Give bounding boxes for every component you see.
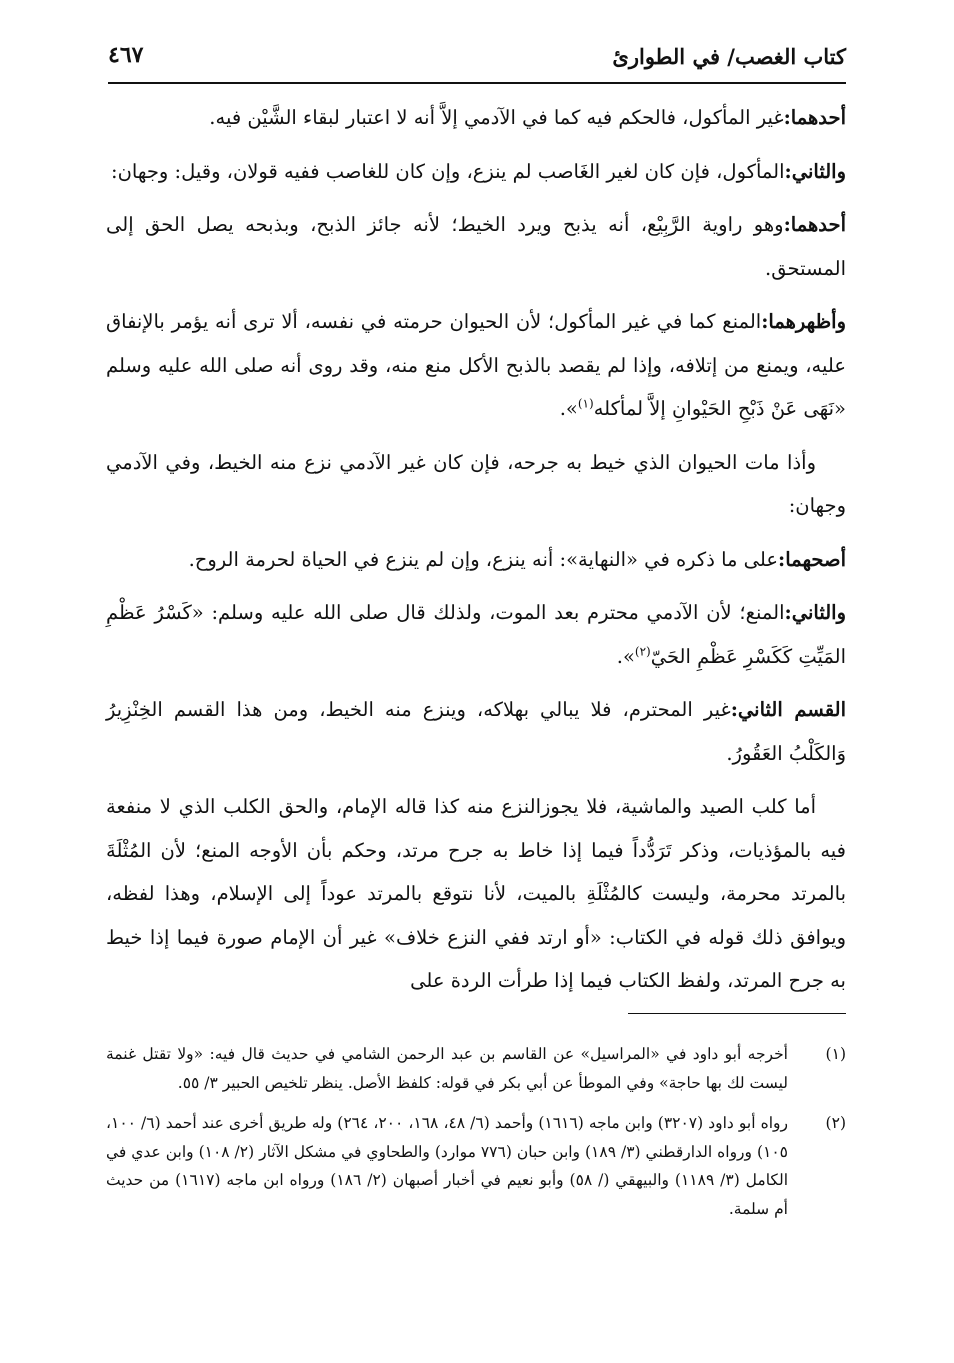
- footnote-ref: (٢): [634, 644, 651, 658]
- paragraph: [106, 96, 846, 140]
- paragraph-text: المنع؛ لأن الآدمي محترم بعد الموت، ولذلك قال صلى الله عليه وسلم: «كَسْرُ عَظْمِ المَيِّتِ كَكَسْرِ عَظْمِ الحَيّ: [106, 601, 846, 668]
- paragraph-lead: أحدهما:: [783, 106, 846, 129]
- paragraph-text: غير المأكول، فالحكم فيه كما في الآدمي إلاَّ أنه لا اعتبار لبقاء الشَّيْن فيه.: [209, 106, 784, 129]
- footnote-text: أخرجه أبو داود في «المراسيل» عن القاسم بن عبد الرحمن الشامي في حديث قال فيه: «ولا تقتل غنمة ليست لك بها حاجة» وفي الموطأ عن أبي بكر في قوله: كلفظ الأصل. ينظر تلخيص الحبير ٣/ ٥٥.: [106, 1045, 788, 1092]
- paragraph-lead: أحدهما:: [783, 213, 846, 236]
- main-text: [106, 96, 846, 1013]
- paragraph-lead: القسم الثاني:: [730, 698, 846, 721]
- running-title: كتاب الغصب/ في الطوارئ: [612, 44, 846, 69]
- paragraph: [106, 538, 846, 582]
- footnote-rule: [628, 1013, 846, 1014]
- footnote-text: رواه أبو داود (٣٢٠٧) وابن ماجه (١٦١٦) وأحمد (٦/ ٤٨، ١٦٨، ٢٠٠، ٢٦٤) وله طريق أخرى عند أحمد (٦/ ١٠٠، ١٠٥) ورواه الدارقطني (٣/ ١٨٩) وابن حبان (٧٧٦ موارد) والطحاوي في مشكل الآثار (٢/ ١٠٨) وابن عدي في الكامل (٣/ ١١٨٩) والبيهقي (/ ٥٨) وأبو نعيم في أخبار أصبهان (٢/ ١٨٦) ورواه ابن ماجه (١٦١٧) من حديث أم سلمة.: [106, 1114, 789, 1218]
- paragraph-lead: والثاني:: [784, 159, 846, 183]
- paragraph-tail: ».: [559, 397, 578, 420]
- page-number: ٤٦٧: [108, 42, 144, 68]
- paragraph-text: على ما ذكره في «النهاية»: أنه ينزع، وإن لم ينزع في الحياة لحرمة الروح.: [188, 547, 779, 571]
- footnote-number: (٢): [825, 1114, 846, 1132]
- paragraph-text: غير المحترم، فلا يبالي بهلاكه، وينزع منه الخيط، ومن هذا القسم الخِنْزِيرُ وَالكَلْبُ العَقُورُ.: [106, 698, 846, 765]
- paragraph: [106, 591, 846, 678]
- paragraph-tail: ».: [616, 644, 635, 668]
- paragraph: [106, 150, 846, 194]
- paragraph: [106, 300, 846, 431]
- paragraph-text: المأكول، فإن كان لغير الغَاصب لم ينزع، وإن كان للغاصب ففيه قولان، وقيل: وجهان:: [111, 159, 785, 183]
- paragraph-text: وهو راوية الرَّبِيْع، أنه يذبح ويرد الخيط؛ لأنه جائز الذبح، وبذبحه يصل الحق إلى المستحق.: [106, 213, 846, 280]
- footnote: [106, 1109, 846, 1223]
- footnote-ref: (١): [577, 396, 594, 411]
- page-header: [108, 36, 846, 80]
- paragraph-text: المنع كما في غير المأكول؛ لأن الحيوان حرمته في نفسه، ألا ترى أنه يؤمر بالإنفاق عليه، ويمنع من إتلافه، وإذا لم يقصد بالذبح الأكل منع منه، وقد روى أنه صلى الله عليه وسلم «نَهَى عَنْ ذَبْحِ الحَيْوانِ إلاَّ لمأكله: [106, 310, 846, 420]
- paragraph: [106, 785, 846, 1003]
- footnote: [106, 1040, 846, 1097]
- footnotes: [106, 1040, 846, 1235]
- paragraph-text: أما كلب الصيد والماشية، فلا يجوزالنزع منه كذا قاله الإمام، والحق الكلب الذي لا منفعة فيه بالمؤذيات، وذكر تَرَدُّداً فيما إذا خاط به جرح مرتد، وحكم بأن الأوجه المنع؛ لأن المُثْلَةَ بالمرتد محرمة، وليست كالمُثْلَةِ بالميت، لأنا نتوقع بالمرتد عوداً إلى الإسلام، وهذا لفظه، ويوافق ذلك قوله في الكتاب: «أو ارتد ففي النزع خلاف» غير أن الإمام صورة فيما إذا خيط به جرح المرتد، ولفظ الكتاب فيما إذا طرأت الردة على: [106, 795, 846, 992]
- paragraph-text: وأذا مات الحيوان الذي خيط به جرحه، فإن كان غير الآدمي نزع منه الخيط، وفي الآدمي وجهان:: [106, 450, 846, 517]
- paragraph-lead: وأظهرهما:: [761, 310, 846, 333]
- paragraph-lead: أصحهما:: [778, 547, 846, 571]
- paragraph: [106, 688, 846, 775]
- header-rule: [108, 82, 846, 84]
- footnote-number: (١): [825, 1045, 846, 1063]
- paragraph: [106, 441, 846, 528]
- paragraph: [106, 203, 846, 290]
- paragraph-lead: والثاني:: [784, 601, 846, 624]
